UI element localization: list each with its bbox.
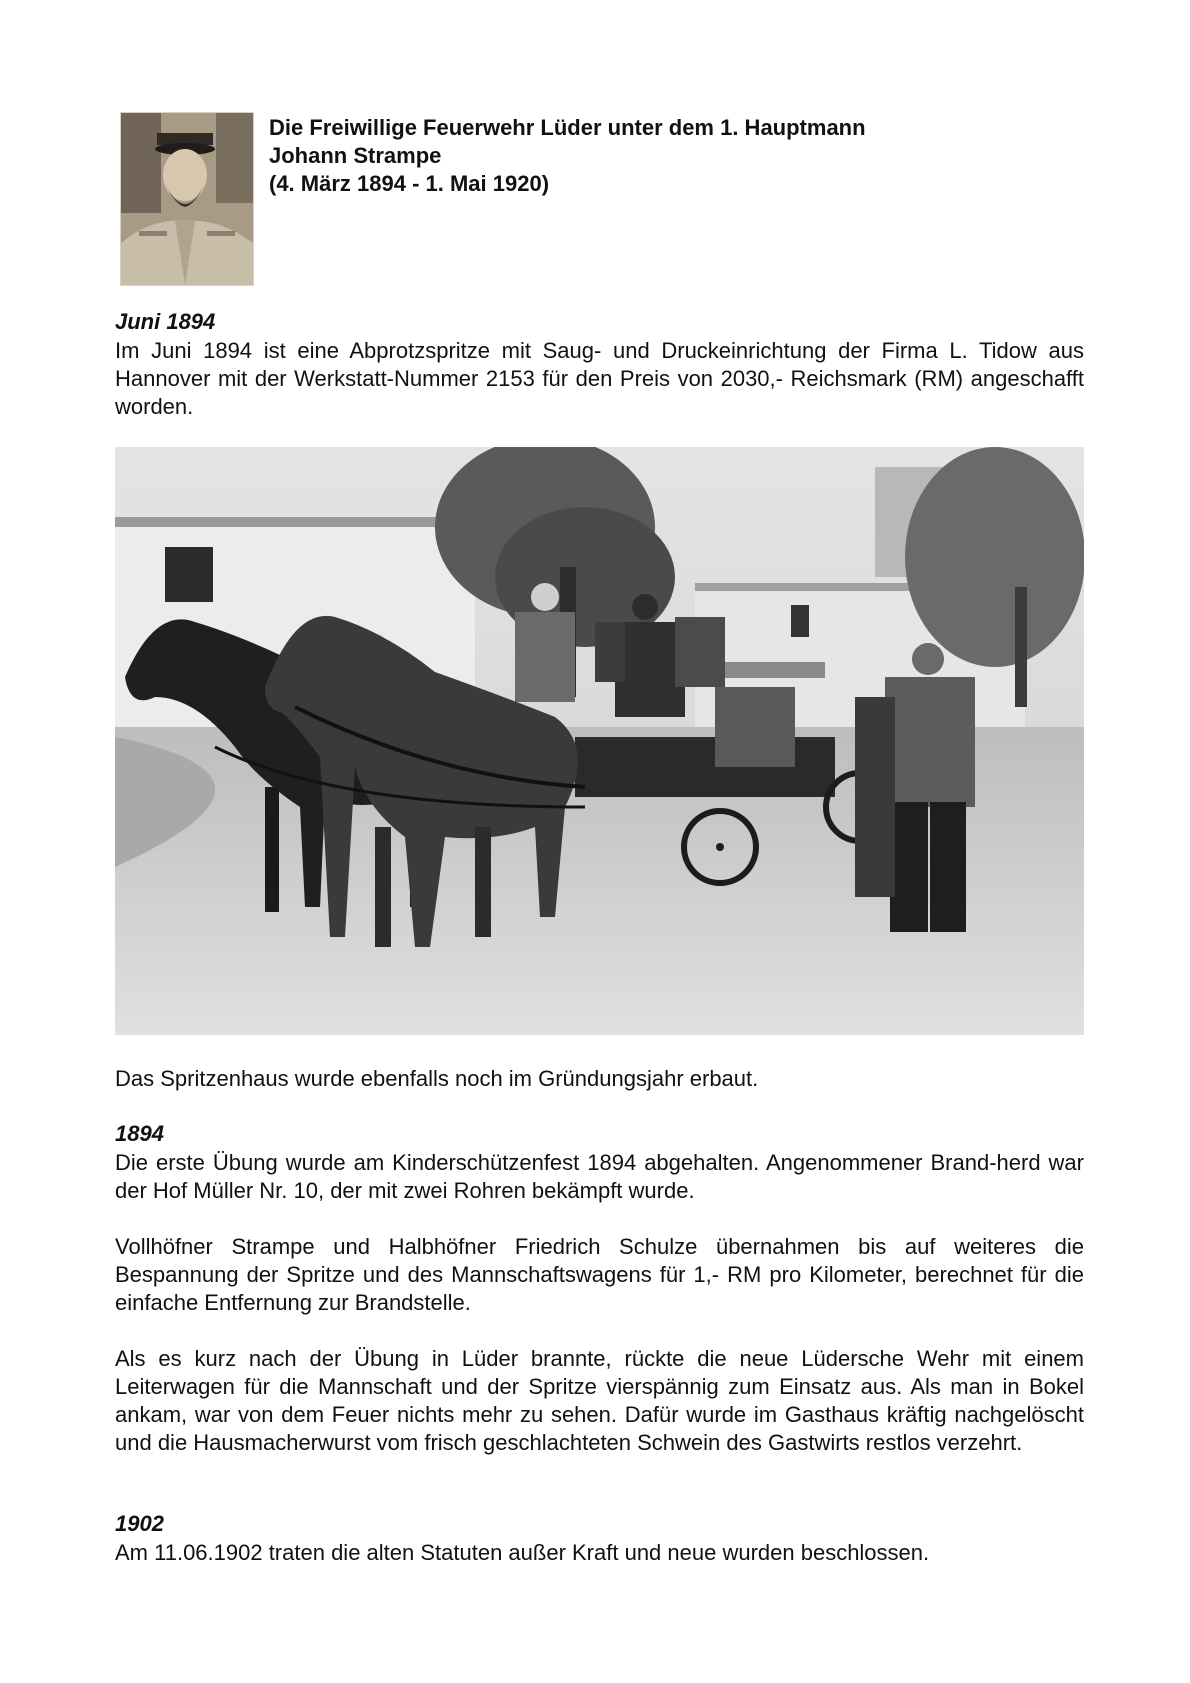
section-heading-1894: 1894 [115,1121,164,1146]
paragraph-1894-exercise: Die erste Übung wurde am Kinderschützenfest 1894 abgehalten. Angenommener Brand-herd war der Hof Müller Nr. 10, der mit zwei Rohren bekämpft wurde. [115,1150,1084,1203]
page-title [269,114,1069,198]
title-line-1: Die Freiwillige Feuerwehr Lüder unter dem 1. Hauptmann [269,115,866,140]
section-heading-juni-1894: Juni 1894 [115,309,216,334]
portrait-photo [120,112,254,286]
paragraph-1902: Am 11.06.1902 traten die alten Statuten außer Kraft und neue wurden beschlossen. [115,1540,930,1565]
section-heading-1902: 1902 [115,1511,164,1536]
paragraph-1894-horses: Vollhöfner Strampe und Halbhöfner Friedrich Schulze übernahmen bis auf weiteres die Bespannung der Spritze und des Mannschaftswagens für 1,- RM pro Kilometer, berechnet für die einfache Entfernung zur Brandstelle. [115,1234,1084,1315]
title-line-3: (4. März 1894 - 1. Mai 1920) [269,171,550,196]
historic-fire-engine-photo [115,447,1084,1035]
title-line-2: Johann Strampe [269,143,442,168]
paragraph-juni-1894: Im Juni 1894 ist eine Abprotzspritze mit Saug- und Druckeinrichtung der Firma L. Tidow aus Hannover mit der Werkstatt-Nummer 2153 für den Preis von 2030,- Reichsmark (RM) angeschafft worden. [115,338,1084,419]
photo-caption: Das Spritzenhaus wurde ebenfalls noch im Gründungsjahr erbaut. [115,1066,759,1091]
paragraph-1894-fire: Als es kurz nach der Übung in Lüder brannte, rückte die neue Lüdersche Wehr mit einem Leiterwagen für die Mannschaft und der Spritze vierspännig zum Einsatz aus. Als man in Bokel ankam, war von dem Feuer nichts mehr zu sehen. Dafür wurde im Gasthaus kräftig nachgelöscht und die Hausmacherwurst vom frisch geschlachteten Schwein des Gastwirts restlos verzehrt. [115,1346,1084,1455]
